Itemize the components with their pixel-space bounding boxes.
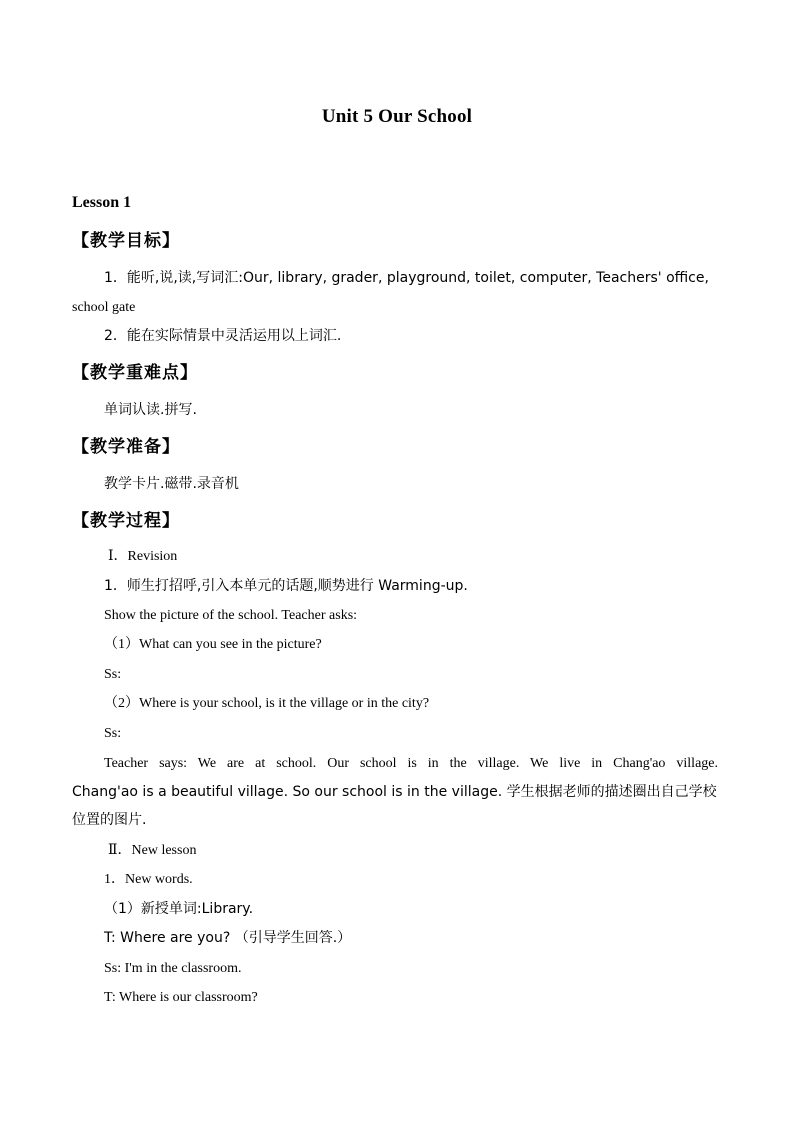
new-lesson-heading: Ⅱ．New lesson xyxy=(108,843,197,858)
new-words-line: 1．New words. xyxy=(104,872,193,887)
process-heading: 【教学过程】 xyxy=(72,511,180,531)
document-title: Unit 5 Our School xyxy=(321,106,473,127)
revision-step-1: 1．师生打招呼,引入本单元的话题,顺势进行 Warming-up. xyxy=(104,578,468,594)
question-2: （2）Where is your school, is it the village or in the city? xyxy=(104,696,430,711)
students-answer-2: Ss: xyxy=(104,726,122,741)
teacher-where-line: T: Where are you? （引导学生回答.） xyxy=(104,930,352,946)
objectives-heading: 【教学目标】 xyxy=(72,231,180,251)
key-points-text: 单词认读.拼写. xyxy=(104,402,197,418)
preparation-text: 教学卡片.磁带.录音机 xyxy=(104,476,239,492)
objective-item-1-line-1: 1．能听,说,读,写词汇:Our, library, grader, playground, toilet, computer, Teachers' office, xyxy=(104,270,709,286)
key-points-heading: 【教学重难点】 xyxy=(72,363,198,383)
question-1: （1）What can you see in the picture? xyxy=(104,637,322,652)
teacher-says-line-3: 位置的图片. xyxy=(72,812,147,828)
teach-library-line: （1）新授单词:Library. xyxy=(104,901,254,917)
teacher-says-line-1: Teacher says: We are at school. Our school is in the village. We live in Chang'ao village. xyxy=(104,756,718,771)
teacher-where-classroom-line: T: Where is our classroom? xyxy=(104,990,258,1005)
teacher-says-line-2: Chang'ao is a beautiful village. So our school is in the village. 学生根据老师的描述圈出自己学校 xyxy=(72,784,717,800)
show-picture-line: Show the picture of the school. Teacher asks: xyxy=(104,608,358,623)
students-classroom-line: Ss: I'm in the classroom. xyxy=(104,961,242,976)
preparation-heading: 【教学准备】 xyxy=(72,437,180,457)
revision-heading: Ⅰ．Revision xyxy=(108,549,178,564)
objective-item-1-line-2: school gate xyxy=(72,300,136,315)
lesson-label: Lesson 1 xyxy=(72,194,132,211)
students-answer-1: Ss: xyxy=(104,667,122,682)
objective-item-2: 2．能在实际情景中灵活运用以上词汇. xyxy=(104,328,342,344)
